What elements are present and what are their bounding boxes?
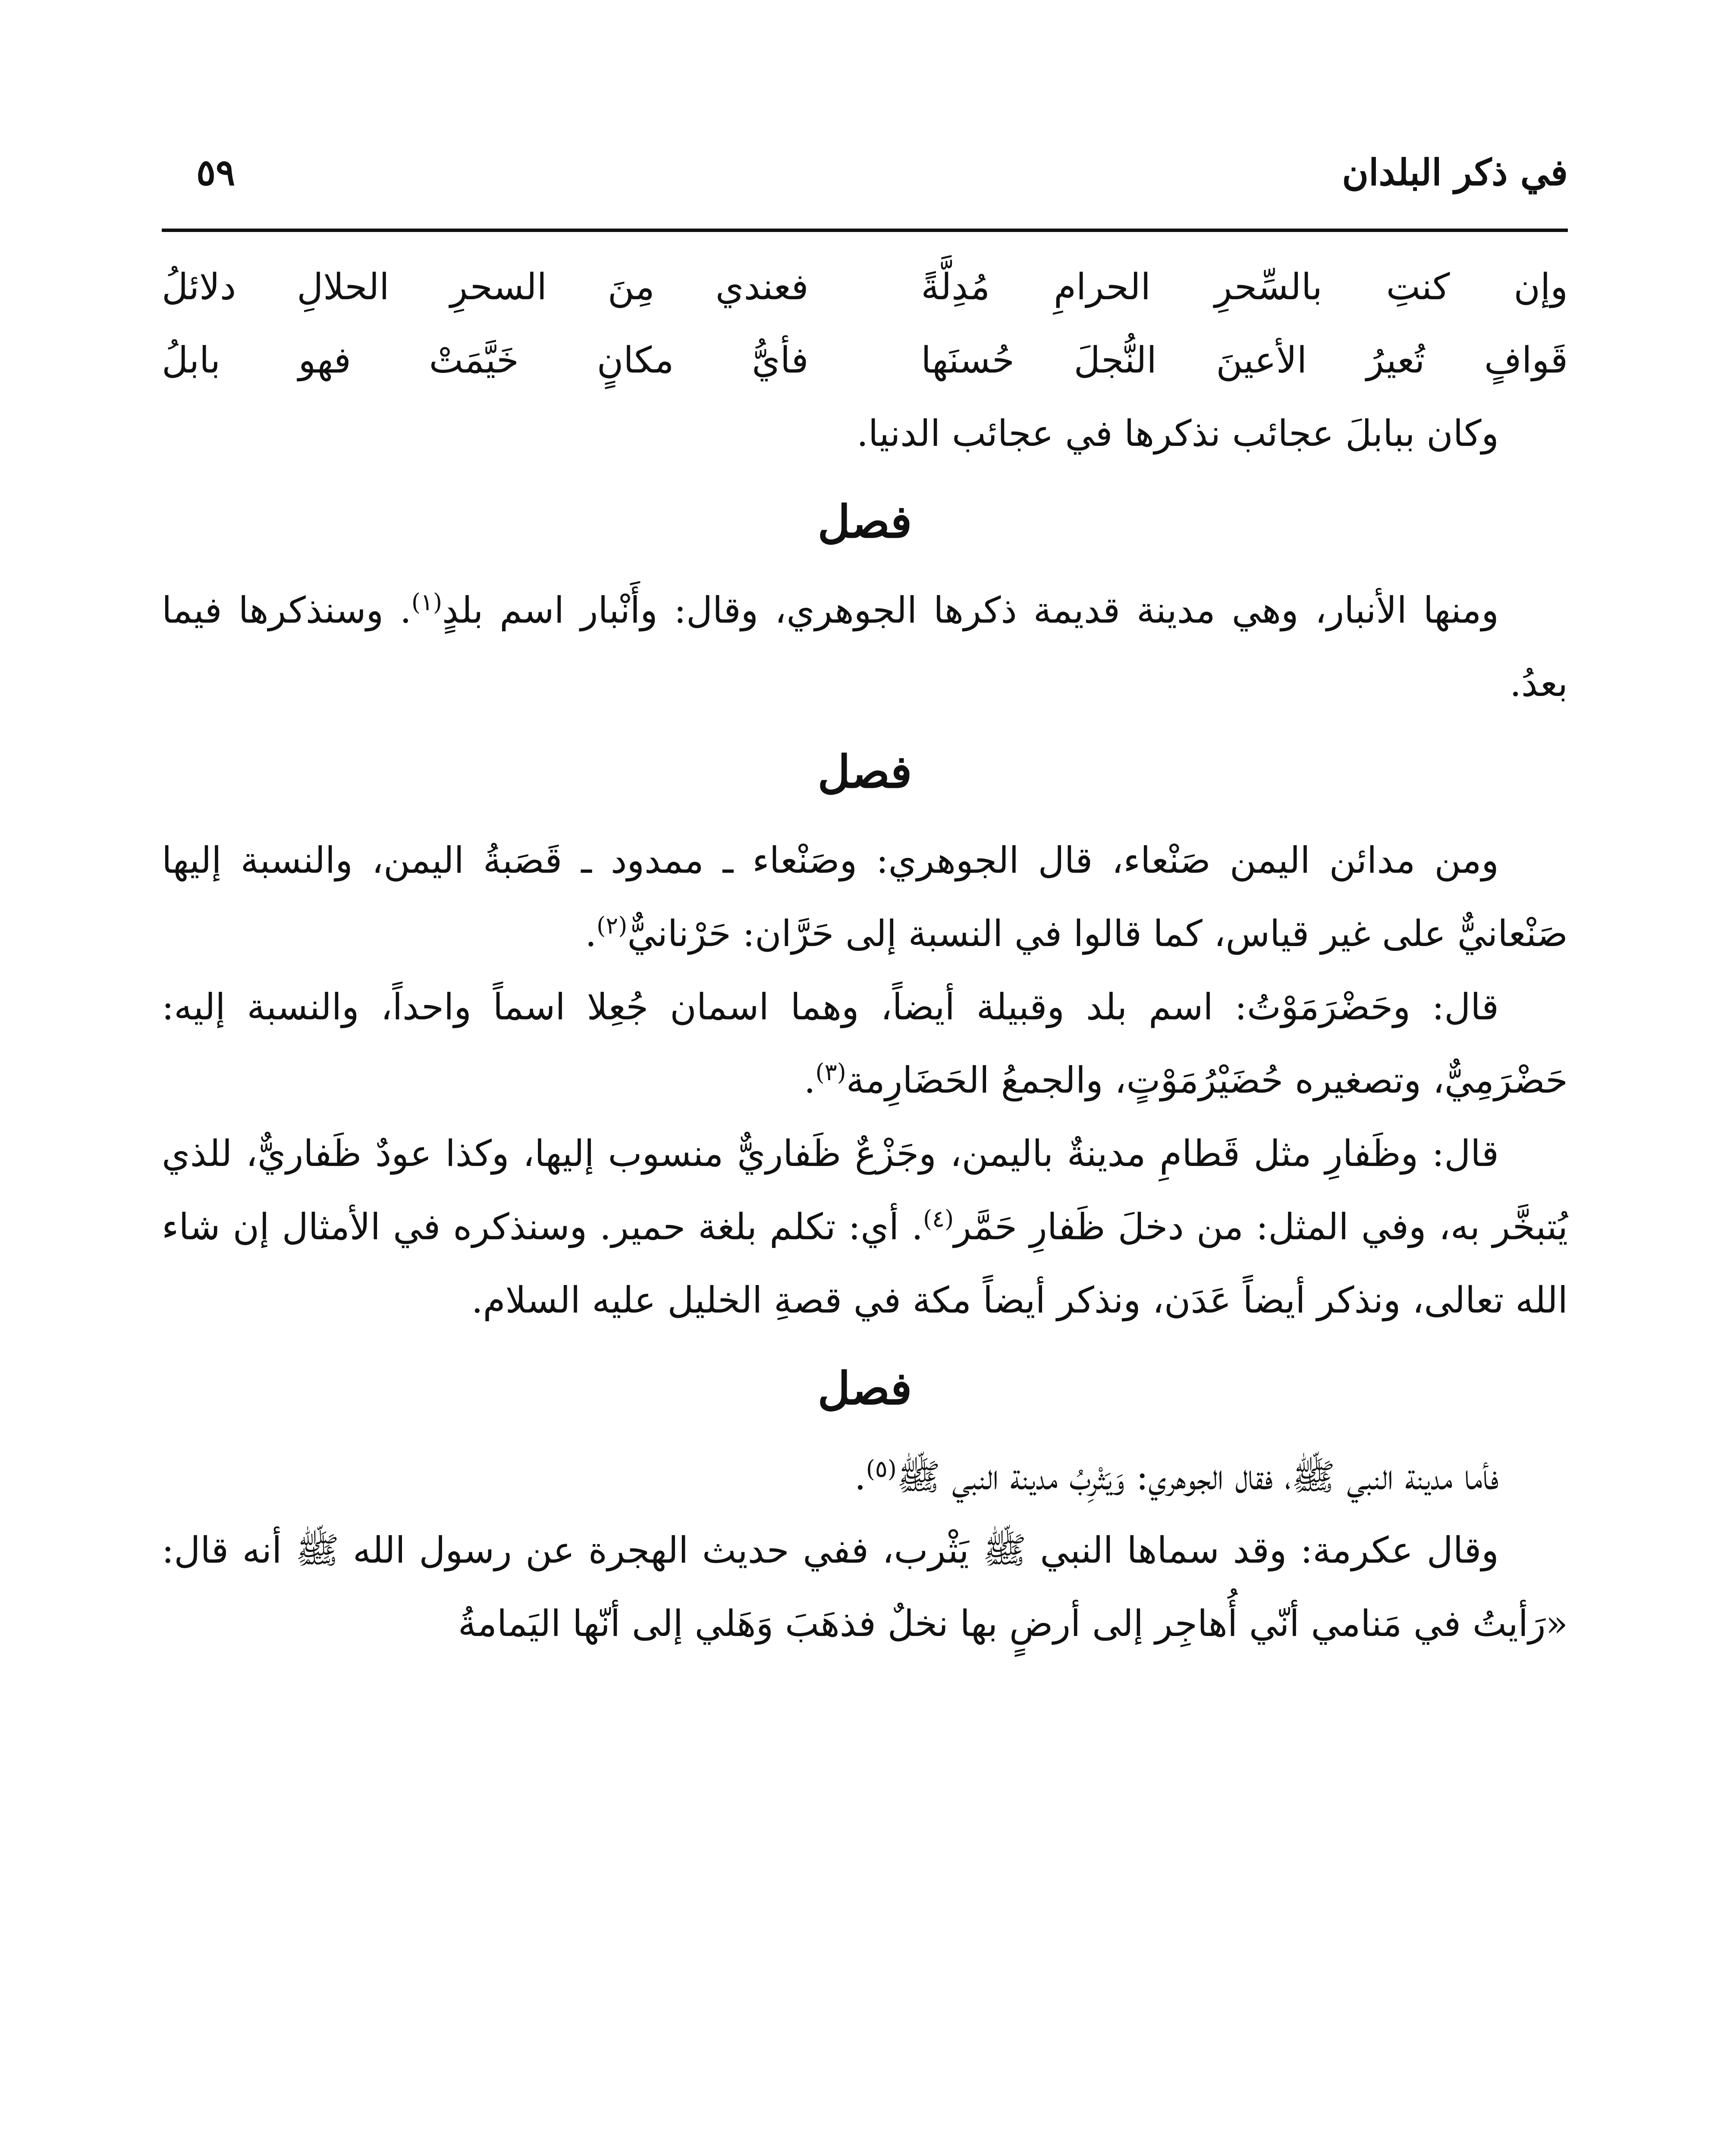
paragraph-madina-text: فأما مدينة النبي ﷺ، فقال الجوهري: وَيَثْرِبُ مدينة النبي ﷺ <box>896 1456 1499 1498</box>
book-page <box>162 142 1568 2156</box>
paragraph-hadramawt-tail: . <box>804 1059 816 1101</box>
paragraph-ikrima: وقال عكرمة: وقد سماها النبي ﷺ يَثْرب، ففي حديث الهجرة عن رسول الله ﷺ أنه قال: «رَأيتُ في مَنامي أنّي أُهاجِر إلى أرضٍ بها نخلٌ فذهَبَ وَهَلي إلى أنّها اليَمامةُ <box>162 1529 1568 1645</box>
verse-1-first-hemistich: وإن كنتِ بالسِّحرِ الحرامِ مُدِلَّةً <box>921 266 1568 308</box>
paragraph-zafar-text: قال: وظَفارِ مثل قَطامِ مدينةٌ باليمن، وجَزْعٌ ظَفاريٌّ منسوب إليها، وكذا عودٌ ظَفاريٌّ، للذي يُتبخَّر به، وفي المثل: من دخلَ ظَفارِ حَمَّر <box>162 1132 1568 1248</box>
footnote-ref-4: (٤) <box>923 1205 954 1232</box>
verse-2-second-hemistich: فأيُّ مكانٍ خَيَّمَتْ فهو بابلُ <box>162 339 809 381</box>
paragraph-madina <box>162 1440 1568 1514</box>
verse-1-second-hemistich: فعندي مِنَ السحرِ الحلالِ دلائلُ <box>162 266 809 308</box>
paragraph-babel: وكان ببابلَ عجائب نذكرها في عجائب الدنيا. <box>857 412 1499 454</box>
page-header <box>162 142 1568 229</box>
verse-2-first-hemistich: قَوافٍ تُعيرُ الأعينَ النُّجلَ حُسنَها <box>921 339 1568 381</box>
footnote-ref-2: (٢) <box>597 912 628 939</box>
paragraph-hadramawt <box>162 970 1568 1117</box>
section-heading-2: فصل <box>817 745 912 798</box>
header-rule <box>162 229 1568 232</box>
paragraph-sanaa-text: ومن مدائن اليمن صَنْعاء، قال الجوهري: وصَنْعاء ـ ممدود ـ قَصَبةُ اليمن، والنسبة إليها صَنْعانيٌّ على غير قياس، كما قالوا في النسبة إلى حَرَّان: حَرْنانيٌّ <box>162 839 1568 955</box>
paragraph-madina-tail: . <box>854 1456 866 1498</box>
poem-verse-2 <box>162 323 1568 397</box>
paragraph-anbar-text: ومنها الأنبار، وهي مدينة قديمة ذكرها الجوهري، وقال: وأَنْبار اسم بلدٍ <box>442 589 1499 631</box>
footnote-ref-5: (٥) <box>866 1455 897 1482</box>
paragraph-sanaa <box>162 824 1568 970</box>
paragraph-hadramawt-text: قال: وحَضْرَمَوْتُ: اسم بلد وقبيلة أيضاً، وهما اسمان جُعِلا اسماً واحداً، والنسبة إليه: حَضْرَمِيٌّ، وتصغيره حُضَيْرُمَوْتٍ، والجمعُ الحَضَارِمة <box>162 986 1568 1101</box>
paragraph-zafar-tail: . أي: تكلم بلغة حمير. وسنذكره في الأمثال إن شاء الله تعالى، ونذكر أيضاً عَدَن، ونذكر أيضاً مكة في قصةِ الخليل عليه السلام. <box>162 1206 1568 1321</box>
section-heading-1: فصل <box>817 495 912 548</box>
section-heading-3: فصل <box>817 1362 912 1415</box>
paragraph-anbar-tail: . وسنذكرها فيما بعدُ. <box>162 589 1568 705</box>
paragraph-sanaa-tail: . <box>585 912 597 955</box>
poem-verse-1 <box>162 250 1568 323</box>
paragraph-zafar <box>162 1117 1568 1337</box>
paragraph-anbar <box>162 573 1568 720</box>
page-number: ٥٩ <box>196 151 236 194</box>
footnote-ref-1: (١) <box>411 589 443 616</box>
running-head: في ذكر البلدان <box>1342 151 1568 194</box>
main-text <box>162 250 1568 1660</box>
footnote-ref-3: (٣) <box>815 1059 846 1086</box>
